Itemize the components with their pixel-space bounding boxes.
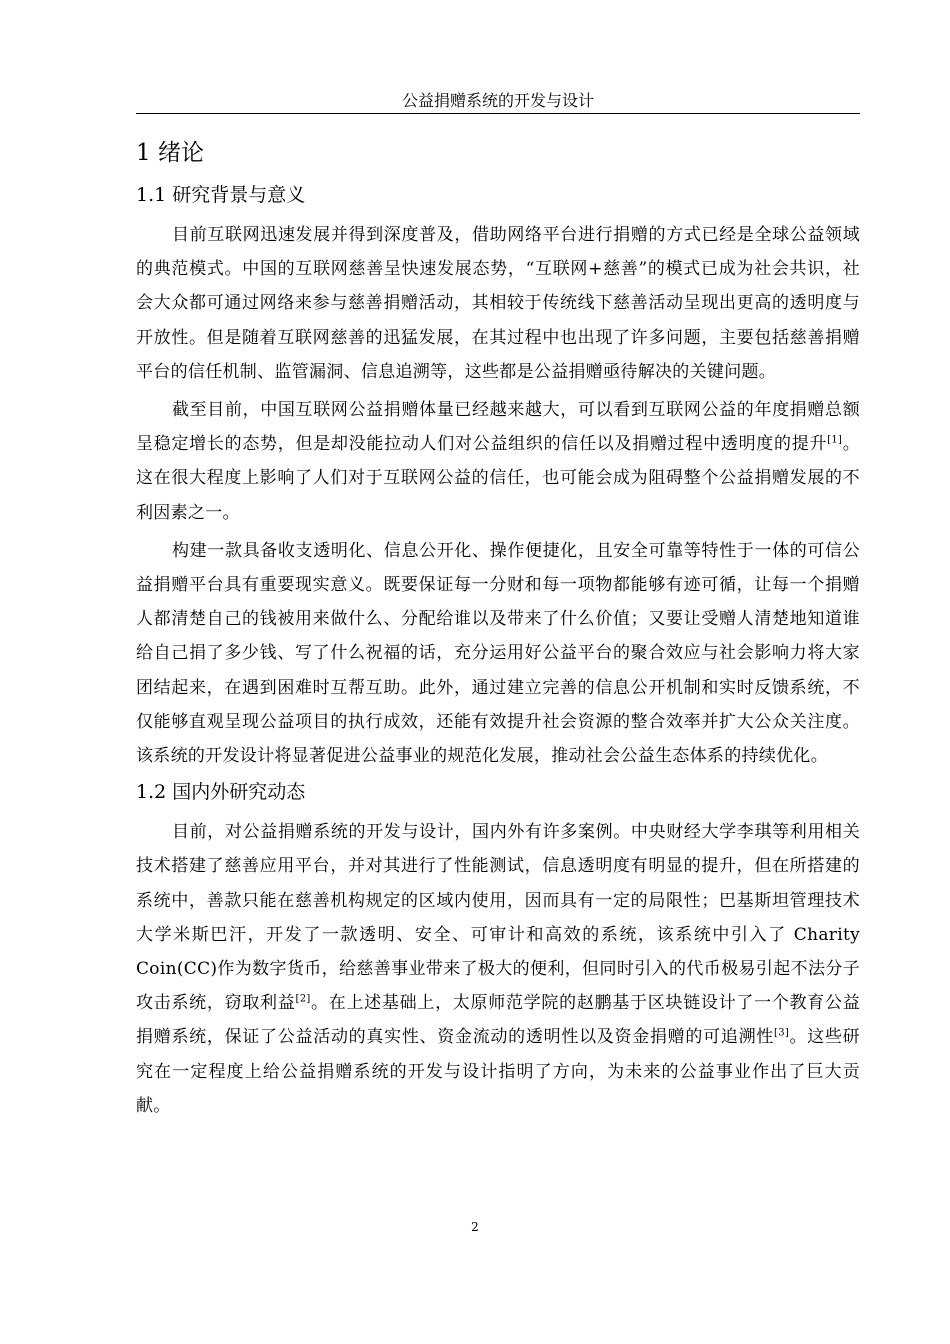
paragraph-text: 。这些研究在一定程度上给公益捐赠系统的开发与设计指明了方向，为未来的公益事业作出了巨大贡献。 <box>136 1027 860 1116</box>
paragraph-text: 。在上述基础上，太原师范学院的赵鹏基于区块链设计了一个教育公益捐赠系统，保证了公益活动的真实性、资金流动的透明性以及资金捐赠的可追溯性 <box>136 993 860 1048</box>
running-header: 公益捐赠系统的开发与设计 <box>401 91 594 110</box>
citation-ref-3: [3] <box>774 1027 790 1039</box>
section-title-1-1: 1.1 研究背景与意义 <box>136 184 306 206</box>
paragraph-background-3: 构建一款具备收支透明化、信息公开化、操作便捷化，且安全可靠等特性于一体的可信公益捐赠平台具有重要现实意义。既要保证每一分财和每一项物都能够有迹可循，让每一个捐赠人都清楚自己的钱被用来做什么、分配给谁以及带来了什么价值；又要让受赠人清楚地知道谁给自己捐了多少钱、写了什么祝福的话，充分运用好公益平台的聚合效应与社会影响力将大家团结起来，在遇到困难时互帮互助。此外，通过建立完善的信息公开机制和实时反馈系统，不仅能够直观呈现公益项目的执行成效，还能有效提升社会资源的整合效率并扩大公众关注度。该系统的开发设计将显著促进公益事业的规范化发展，推动社会公益生态体系的持续优化。 <box>136 540 860 767</box>
page-content <box>136 136 860 1127</box>
page-number: 2 <box>471 1220 479 1234</box>
section-title-1-2: 1.2 国内外研究动态 <box>136 781 306 804</box>
paragraph-text: 目前，对公益捐赠系统的开发与设计，国内外有许多案例。中央财经大学李琪等利用相关技术搭建了慈善应用平台，并对其进行了性能测试，信息透明度有明显的提升，但在所搭建的系统中，善款只能在慈善机构规定的区域内使用，因而具有一定的局限性；巴基斯坦管理技术大学米斯巴汗，开发了一款透明、安全、可审计和高效的系统，该系统中引入了 Charity Coin(CC)作为数字货币，给慈善事业带来了极大的便利，但同时引入的代币极易引起不法分子攻击系统，窃取利益 <box>136 822 860 1014</box>
paragraph-background-2 <box>136 393 860 530</box>
citation-ref-2: [2] <box>295 993 311 1005</box>
paragraph-background-1: 目前互联网迅速发展并得到深度普及，借助网络平台进行捐赠的方式已经是全球公益领域的典范模式。中国的互联网慈善呈快速发展态势，“互联网+慈善”的模式已成为社会共识，社会大众都可通过网络来参与慈善捐赠活动，其相较于传统线下慈善活动呈现出更高的透明度与开放性。但是随着互联网慈善的迅猛发展，在其过程中也出现了许多问题，主要包括慈善捐赠平台的信任机制、监管漏洞、信息追溯等，这些都是公益捐赠亟待解决的关键问题。 <box>136 225 860 382</box>
header-rule <box>136 113 860 114</box>
paragraph-research-status <box>136 815 860 1123</box>
citation-ref-1: [1] <box>827 434 843 446</box>
paragraph-text: 截至目前，中国互联网公益捐赠体量已经越来越大，可以看到互联网公益的年度捐赠总额呈稳定增长的态势，但是却没能拉动人们对公益组织的信任以及捐赠过程中透明度的提升 <box>136 400 860 455</box>
paragraph-text: 。这在很大程度上影响了人们对于互联网公益的信任，也可能会成为阻碍整个公益捐赠发展的不利因素之一。 <box>136 434 860 523</box>
chapter-title: 1 绪论 <box>136 140 204 166</box>
